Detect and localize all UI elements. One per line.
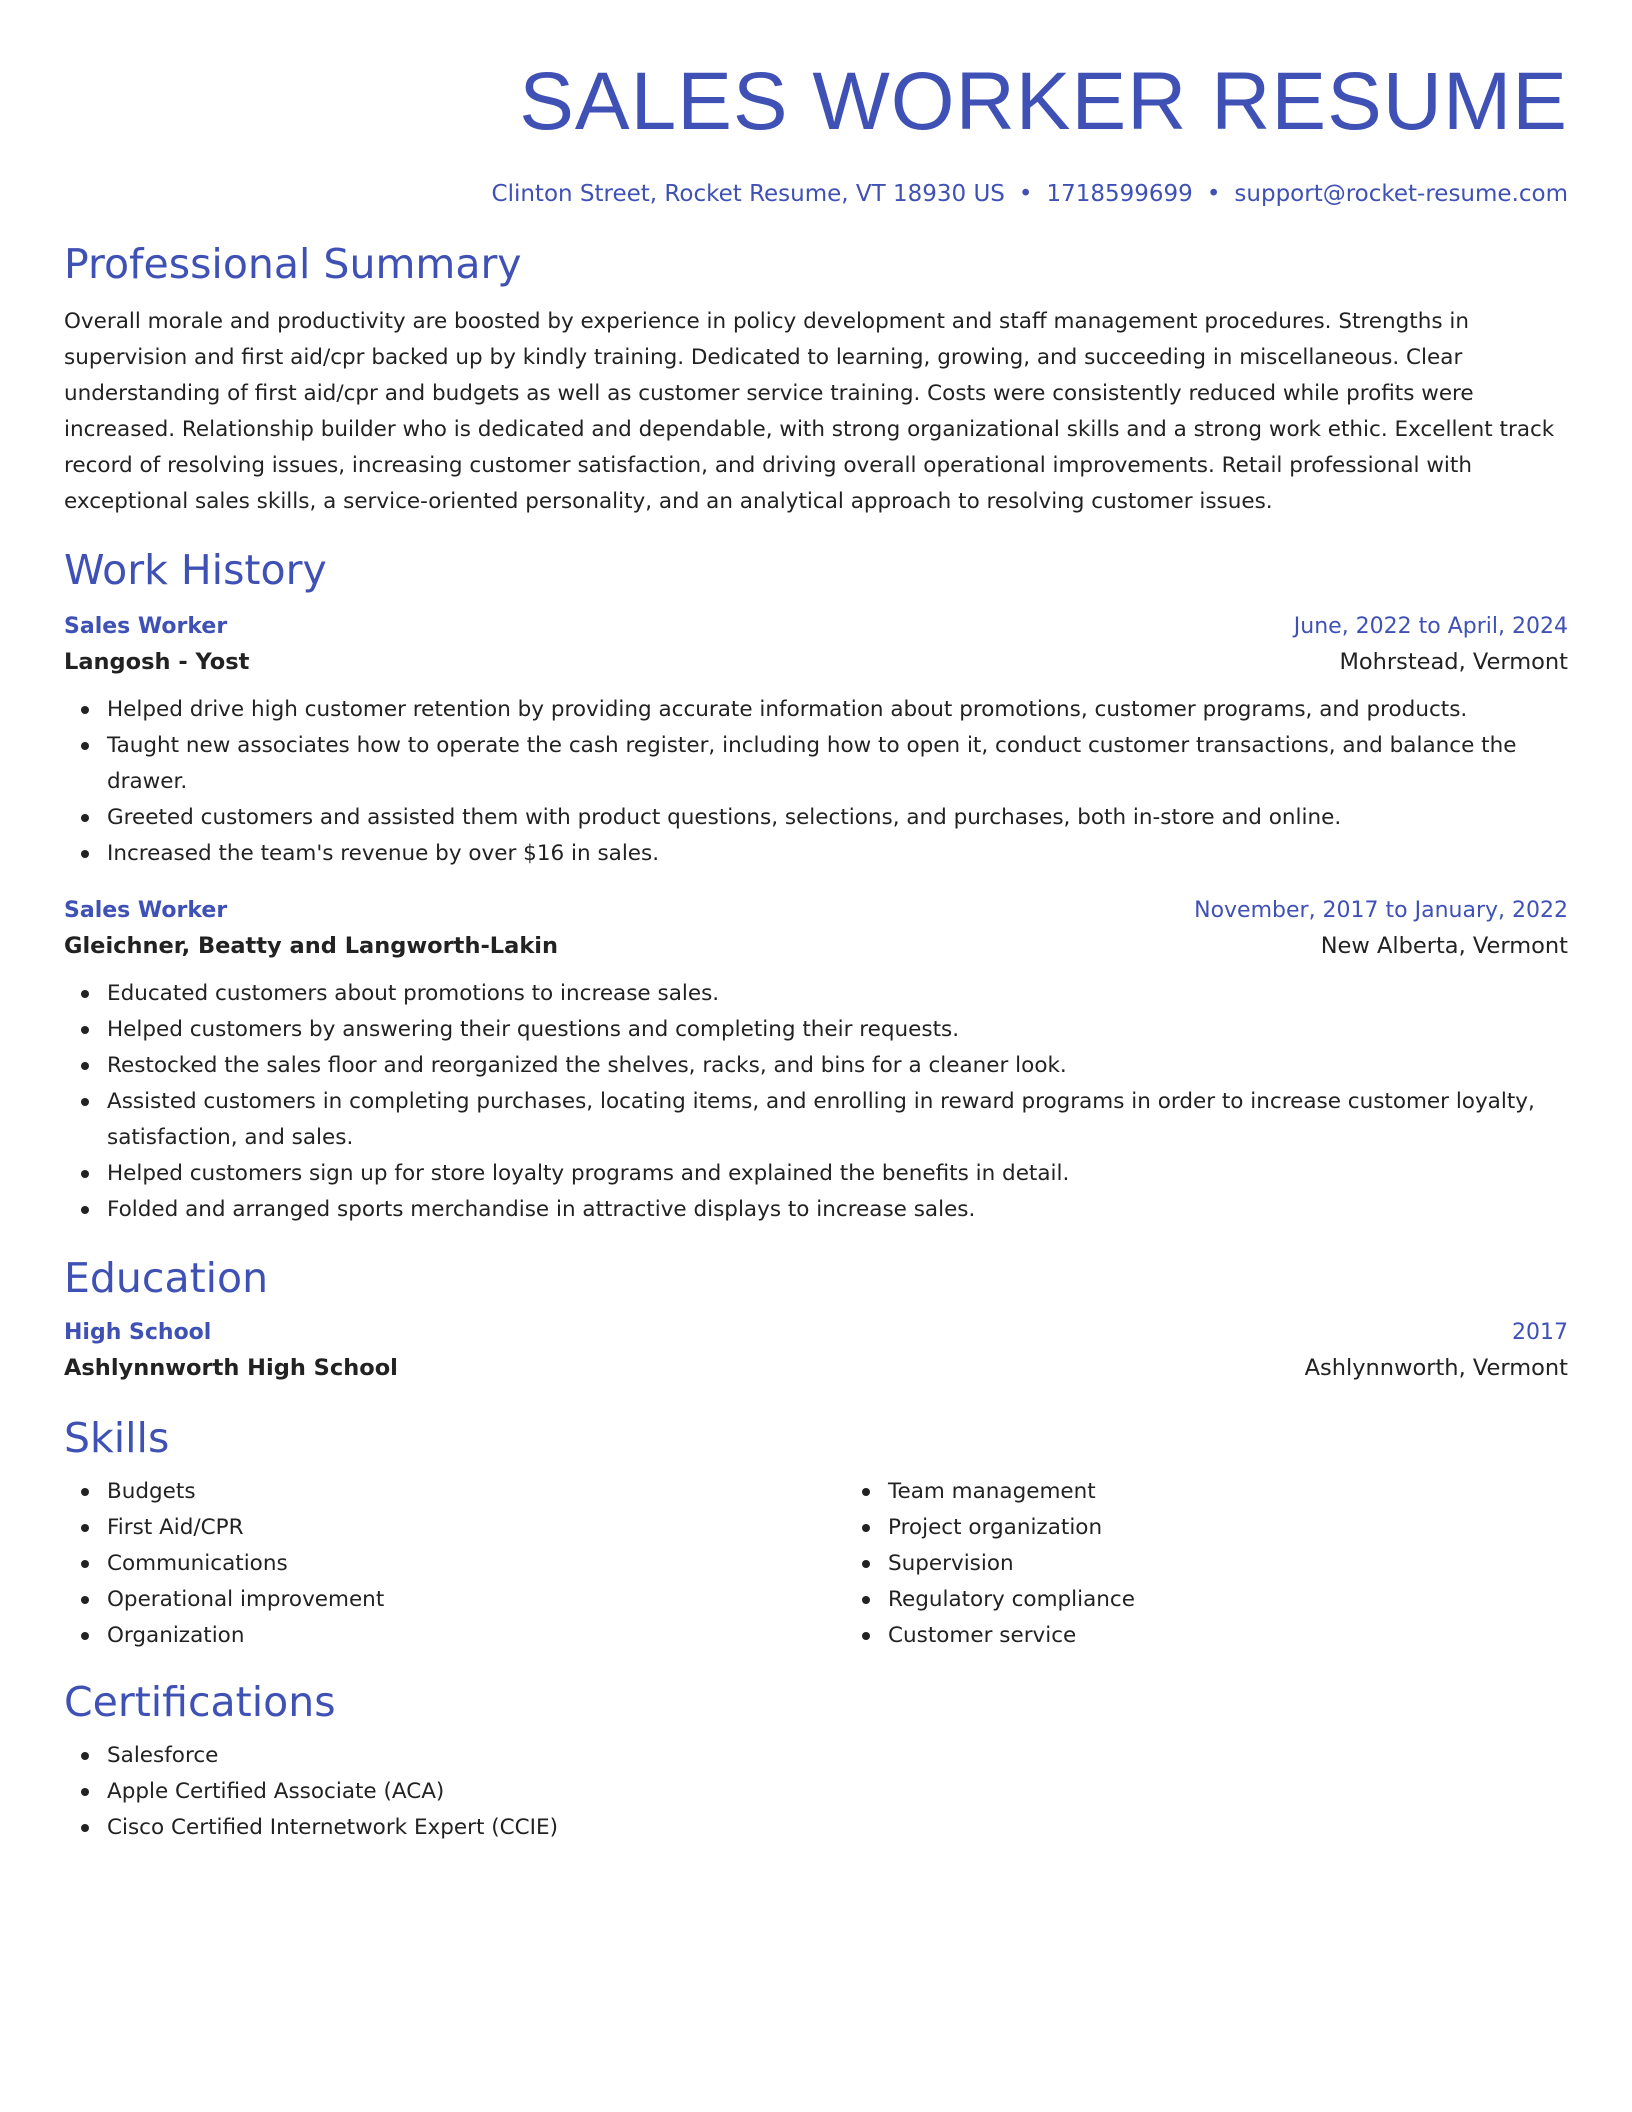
certification-item: Salesforce — [107, 1738, 1568, 1774]
job-location: New Alberta, Vermont — [1320, 933, 1568, 959]
education-location: Ashlynnworth, Vermont — [1304, 1355, 1568, 1381]
certification-item: Cisco Certified Internetwork Expert (CCIE) — [107, 1810, 1568, 1846]
certifications-heading: Certifications — [64, 1678, 336, 1726]
job-bullets — [64, 692, 1568, 872]
resume-title: SALES WORKER RESUME — [519, 56, 1568, 147]
skill-item: Regulatory compliance — [888, 1582, 1135, 1618]
job-bullet: Helped customers sign up for store loyalty programs and explained the benefits in detail. — [107, 1156, 1568, 1192]
job-bullet: Helped drive high customer retention by providing accurate information about promotions, customer programs, and products. — [107, 692, 1568, 728]
job-bullets — [64, 976, 1568, 1228]
contact-address: Clinton Street, Rocket Resume, VT 18930 US — [491, 181, 1005, 207]
education-degree: High School — [64, 1320, 212, 1345]
job-header — [64, 896, 1568, 926]
certifications-list — [64, 1738, 1568, 1846]
job-location: Mohrstead, Vermont — [1339, 649, 1568, 675]
job-employer-row — [64, 642, 1568, 682]
job-bullet: Educated customers about promotions to increase sales. — [107, 976, 1568, 1012]
skill-item: Budgets — [107, 1474, 845, 1510]
education-header — [64, 1318, 1568, 1348]
skill-item: Operational improvement — [107, 1582, 845, 1618]
skill-item: Communications — [107, 1546, 845, 1582]
job-dates: June, 2022 to April, 2024 — [1293, 614, 1568, 639]
work-history-heading: Work History — [64, 546, 327, 594]
contact-email: support@rocket-resume.com — [1234, 181, 1568, 207]
contact-separator: • — [1018, 181, 1033, 207]
skill-item: Customer service — [888, 1618, 1135, 1654]
skill-item: First Aid/CPR — [107, 1510, 845, 1546]
education-year: 2017 — [1512, 1320, 1568, 1345]
skills-list-left — [64, 1474, 845, 1654]
job-title: Sales Worker — [64, 898, 228, 923]
skill-item: Team management — [888, 1474, 1135, 1510]
job-dates: November, 2017 to January, 2022 — [1194, 898, 1568, 923]
skill-item: Organization — [107, 1618, 845, 1654]
job-employer: Langosh - Yost — [64, 649, 250, 675]
skill-item: Supervision — [888, 1546, 1135, 1582]
skills-grid — [64, 1474, 1568, 1654]
education-heading: Education — [64, 1254, 269, 1302]
skills-heading: Skills — [64, 1414, 170, 1462]
job-entry — [64, 896, 1568, 1228]
contact-line — [64, 178, 1568, 210]
job-bullet: Increased the team's revenue by over $16 in sales. — [107, 836, 1568, 872]
summary-heading: Professional Summary — [64, 240, 522, 288]
job-bullet: Taught new associates how to operate the cash register, including how to open it, conduct customer transactions, and balance the drawer. — [107, 728, 1568, 800]
skills-list-right — [845, 1474, 1135, 1654]
job-header — [64, 612, 1568, 642]
education-school: Ashlynnworth High School — [64, 1355, 398, 1381]
job-entry — [64, 612, 1568, 872]
job-employer-row — [64, 926, 1568, 966]
job-bullet: Folded and arranged sports merchandise in attractive displays to increase sales. — [107, 1192, 1568, 1228]
job-bullet: Greeted customers and assisted them with product questions, selections, and purchases, both in-store and online. — [107, 800, 1568, 836]
certification-item: Apple Certified Associate (ACA) — [107, 1774, 1568, 1810]
job-title: Sales Worker — [64, 614, 228, 639]
contact-separator: • — [1206, 181, 1221, 207]
education-entry — [64, 1318, 1568, 1388]
job-bullet: Assisted customers in completing purchases, locating items, and enrolling in reward programs in order to increase customer loyalty, satisfaction, and sales. — [107, 1084, 1568, 1156]
job-bullet: Helped customers by answering their questions and completing their requests. — [107, 1012, 1568, 1048]
job-bullet: Restocked the sales floor and reorganized the shelves, racks, and bins for a cleaner look. — [107, 1048, 1568, 1084]
summary-text: Overall morale and productivity are boosted by experience in policy development and staff management procedures. Strengths in supervision and first aid/cpr backed up by kindly training. Dedicated to learning, growing, and succeeding in miscellaneous. Clear understanding of first aid/cpr and budgets as well as customer service training. Costs were consistently reduced while profits were increased. Relationship builder who is dedicated and dependable, with strong organizational skills and a strong work ethic. Excellent track record of resolving issues, increasing customer satisfaction, and driving overall operational improvements. Retail professional with exceptional sales skills, a service-oriented personality, and an analytical approach to resolving customer issues. — [64, 309, 1555, 514]
skill-item: Project organization — [888, 1510, 1135, 1546]
job-employer: Gleichner, Beatty and Langworth-Lakin — [64, 933, 559, 959]
contact-phone: 1718599699 — [1046, 181, 1193, 207]
education-school-row — [64, 1348, 1568, 1388]
